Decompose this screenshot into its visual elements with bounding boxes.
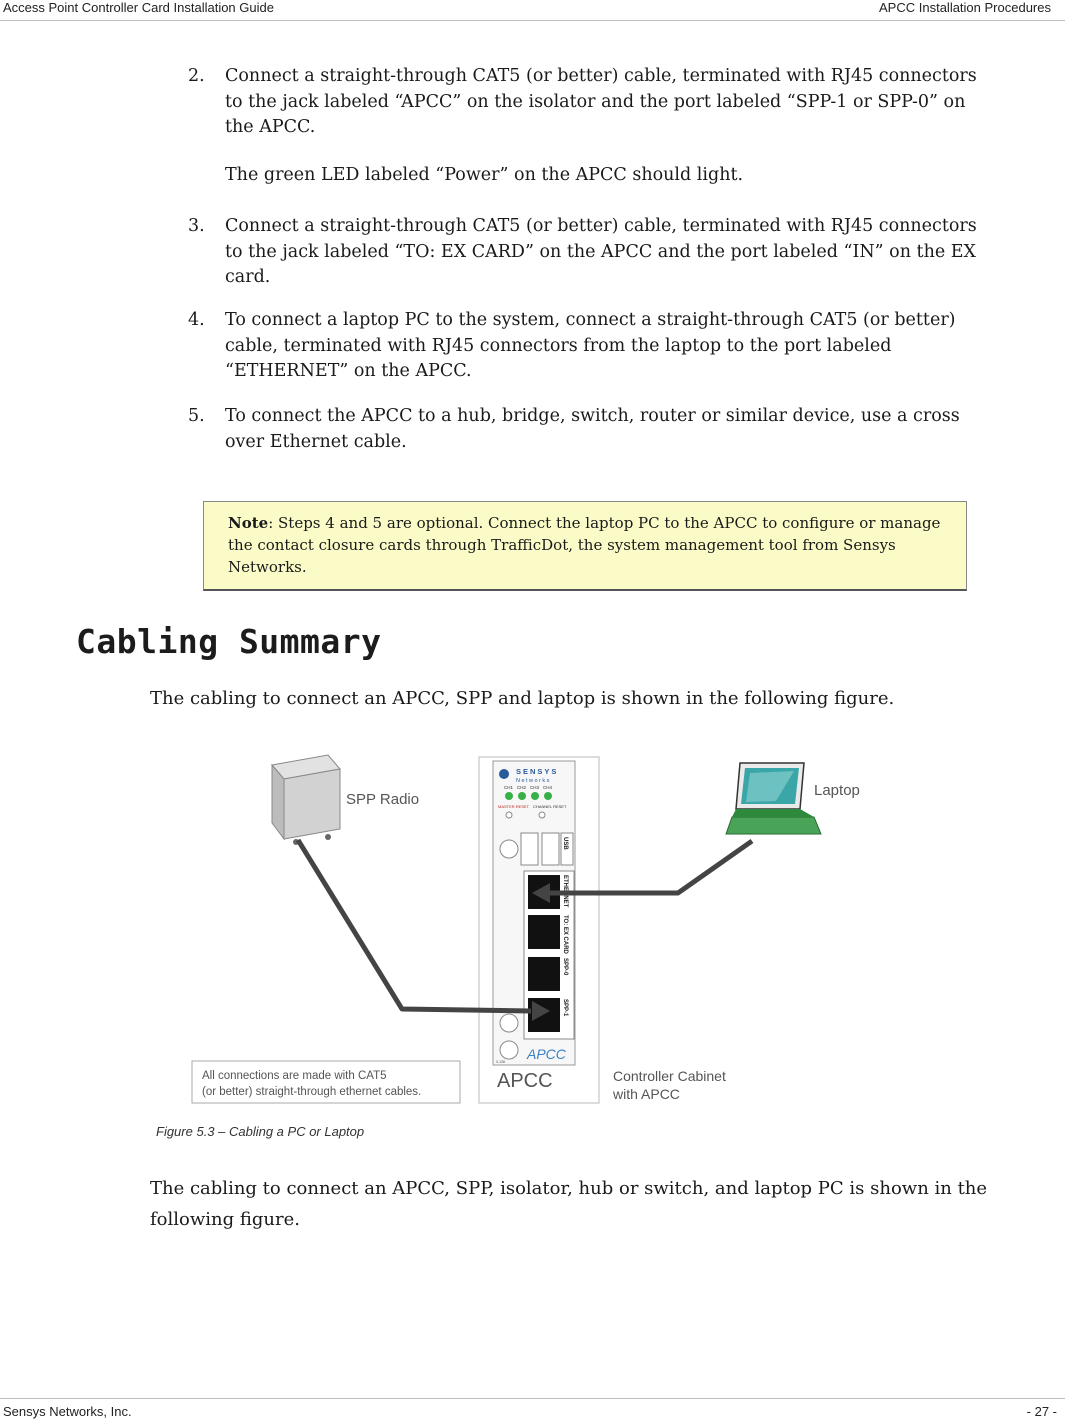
led-ch4-icon	[544, 792, 552, 800]
outro-paragraph: The cabling to connect an APCC, SPP, isolator, hub or switch, and laptop PC is shown in the following figure.	[150, 1178, 988, 1230]
step-text: To connect a laptop PC to the system, connect a straight-through CAT5 (or better) cable, terminated with RJ45 connectors from the laptop to the port labeled “ETHERNET” on the APCC.	[225, 310, 956, 381]
led-label: CH4	[543, 785, 553, 790]
master-reset-button	[506, 812, 512, 818]
section-heading: Cabling Summary	[76, 622, 382, 661]
cabling-figure	[180, 745, 900, 1115]
note-text: : Steps 4 and 5 are optional. Connect the laptop PC to the APCC to configure or manage the contact closure cards through TrafficDot, the system management tool from Sensys Networks.	[228, 514, 941, 576]
led-ch1-icon	[505, 792, 513, 800]
apcc-label: APCC	[497, 1070, 553, 1092]
ex-card-port	[528, 915, 560, 949]
ethernet-port-label: ETHERNET	[562, 875, 568, 908]
intro-paragraph: The cabling to connect an APCC, SPP and laptop is shown in the following figure.	[150, 688, 895, 709]
mounting-hole	[500, 1014, 518, 1032]
channel-reset-button	[539, 812, 545, 818]
mounting-hole	[500, 840, 518, 858]
led-ch2-icon	[518, 792, 526, 800]
led-label: CH2	[517, 785, 527, 790]
step-number: 4.	[188, 310, 205, 330]
usb-port	[521, 833, 538, 865]
master-reset-label: MASTER RESET	[498, 804, 530, 809]
apcc-card-logo: APCC	[527, 1046, 566, 1062]
spp-radio-icon	[272, 755, 340, 845]
page-header	[0, 0, 1065, 21]
led-ch3-icon	[531, 792, 539, 800]
step-text: Connect a straight-through CAT5 (or better) cable, terminated with RJ45 connectors to the jack labeled “TO: EX CARD” on the APCC and the port labeled “IN” on the EX card.	[225, 216, 977, 287]
sensys-logo-icon	[499, 769, 509, 779]
step-number: 5.	[188, 406, 205, 426]
step-2	[188, 64, 978, 141]
header-section-title: APCC Installation Procedures	[879, 0, 1051, 15]
footer-company: Sensys Networks, Inc.	[3, 1404, 132, 1419]
laptop-icon	[726, 763, 821, 834]
connections-note-line1: All connections are made with CAT5	[202, 1070, 387, 1082]
header-doc-title: Access Point Controller Card Installation Guide	[3, 0, 274, 15]
laptop-label: Laptop	[814, 782, 860, 799]
usb-port	[542, 833, 559, 865]
page-footer	[0, 1398, 1065, 1421]
step-number: 2.	[188, 66, 205, 86]
page-number: - 27 -	[1026, 1404, 1057, 1419]
note-label: Note	[228, 514, 269, 532]
spp0-port	[528, 957, 560, 991]
sensys-brand: SENSYS	[516, 767, 559, 776]
step-5	[188, 404, 978, 455]
sensys-brand-sub: Networks	[516, 778, 551, 784]
spp1-port-label: SPP-1	[562, 999, 568, 1017]
mounting-hole	[500, 1041, 518, 1059]
cabinet-label-2: with APCC	[613, 1086, 680, 1102]
led-label: CH3	[530, 785, 540, 790]
led-label: CH1	[504, 785, 514, 790]
usb-label: USB	[562, 837, 568, 850]
channel-reset-label: CHANNEL RESET	[533, 804, 567, 809]
step-text: To connect the APCC to a hub, bridge, switch, router or similar device, use a cross over Ethernet cable.	[225, 406, 960, 452]
figure-caption: Figure 5.3 – Cabling a PC or Laptop	[156, 1124, 365, 1139]
connections-note-line2: (or better) straight-through ethernet cables.	[202, 1086, 422, 1098]
part-number: 0-138	[496, 1060, 505, 1064]
cabinet-label: Controller Cabinet	[613, 1068, 726, 1084]
step-3	[188, 214, 978, 291]
power-led-note: The green LED labeled “Power” on the APCC should light.	[225, 165, 744, 185]
ex-card-port-label: TO: EX CARD	[562, 915, 568, 954]
step-4	[188, 308, 978, 385]
step-number: 3.	[188, 216, 205, 236]
spp0-port-label: SPP-0	[562, 958, 568, 976]
note-box	[203, 501, 967, 591]
spp-radio-label: SPP Radio	[346, 791, 420, 808]
step-text: Connect a straight-through CAT5 (or better) cable, terminated with RJ45 connectors to the jack labeled “APCC” on the isolator and the port labeled “SPP-1 or SPP-0” on the APCC.	[225, 66, 977, 137]
